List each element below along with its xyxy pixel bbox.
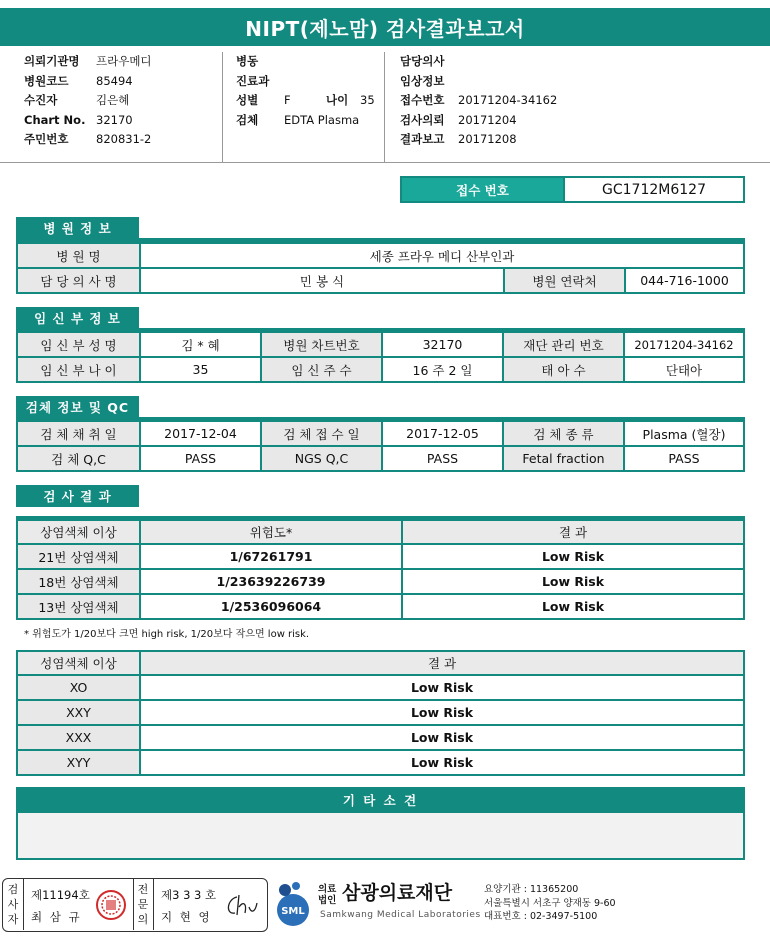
header-value: 20171204	[458, 112, 517, 127]
doctor-license: 제3 3 3 호	[161, 888, 217, 902]
org-english-name: Samkwang Medical Laboratories	[320, 910, 481, 920]
receipt-value: GC1712M6127	[564, 177, 744, 202]
tester-seal-icon	[95, 889, 127, 921]
risk-value: 1/67261791	[140, 544, 402, 569]
ff-value: PASS	[624, 446, 744, 471]
org-phone: 대표번호 : 02-3497-5100	[484, 911, 598, 922]
doctor-label: 담 당 의 사 명	[17, 268, 140, 293]
doctor-name: 민 봉 식	[140, 268, 504, 293]
pregnant-name-label: 임 신 부 성 명	[17, 332, 140, 357]
table-row	[17, 544, 744, 569]
doctor-vertical-label: 전 문 의	[137, 883, 149, 926]
header-value: 85494	[96, 73, 133, 88]
report-title: NIPT(제노맘) 검사결과보고서	[0, 8, 770, 46]
collect-value: 2017-12-04	[140, 421, 261, 446]
result-value: Low Risk	[402, 569, 744, 594]
table-row	[17, 569, 744, 594]
remarks-title: 기 타 소 견	[16, 787, 745, 813]
org-name: 삼광의료재단	[342, 882, 453, 904]
divider	[153, 879, 154, 930]
qc-value: PASS	[140, 446, 261, 471]
header-label: 병원코드	[24, 73, 69, 88]
col-header: 결 과	[402, 520, 744, 544]
header-col2	[236, 52, 375, 130]
ngs-value: PASS	[382, 446, 503, 471]
mgmt-label: 재단 관리 번호	[503, 332, 624, 357]
header-label: 의뢰기관명	[24, 54, 80, 68]
risk-value: 1/2536096064	[140, 594, 402, 619]
hospital-table	[16, 242, 745, 294]
doctor-signature-icon	[223, 891, 259, 921]
header-label: 검체	[236, 112, 259, 127]
header-label: 성별	[236, 93, 259, 107]
logo-text: SML	[281, 906, 305, 917]
risk-value: 1/23639226739	[140, 569, 402, 594]
qc-label: 검 체 Q,C	[17, 446, 140, 471]
header-col3	[400, 52, 557, 150]
header-value: EDTA Plasma	[284, 112, 360, 127]
result-value: Low Risk	[140, 700, 744, 725]
table-row	[17, 725, 744, 750]
tester-vertical-label: 검 사 자	[7, 883, 19, 926]
chart-value: 32170	[382, 332, 503, 357]
header-divider	[384, 52, 385, 162]
tester-name: 최 삼 규	[31, 910, 82, 924]
weeks-value: 16 주 2 일	[382, 357, 503, 382]
col-header: 성염색체 이상	[17, 651, 140, 675]
result-value: Low Risk	[140, 725, 744, 750]
row-label: XYY	[17, 750, 140, 775]
table-row	[17, 594, 744, 619]
result-value: Low Risk	[402, 544, 744, 569]
header-label: 나이	[326, 93, 349, 107]
org-code: 요양기관 : 11365200	[484, 884, 579, 895]
receive-label: 검 체 접 수 일	[261, 421, 382, 446]
doctor-name: 지 현 영	[161, 910, 212, 924]
results-section-title: 검 사 결 과	[16, 485, 139, 507]
org-address: 서울특별시 서초구 양재동 9-60	[484, 897, 616, 909]
row-label: 13번 상염색체	[17, 594, 140, 619]
org-prefix-line: 법인	[318, 895, 337, 906]
age-value: 35	[140, 357, 261, 382]
divider	[23, 879, 24, 930]
specimen-table	[16, 420, 745, 472]
header-label: 검사의뢰	[400, 112, 445, 127]
ff-label: Fetal fraction	[503, 446, 624, 471]
collect-label: 검 체 채 취 일	[17, 421, 140, 446]
sex-chromosome-table	[16, 650, 745, 776]
weeks-label: 임 신 주 수	[261, 357, 382, 382]
org-prefix	[318, 884, 336, 906]
pregnant-table	[16, 331, 745, 383]
autosome-table	[16, 519, 745, 620]
signature-box	[2, 878, 268, 932]
header-value: 820831-2	[96, 132, 152, 146]
header-value: F	[284, 93, 291, 107]
result-value: Low Risk	[140, 750, 744, 775]
hospital-section-title: 병 원 정 보	[16, 217, 139, 239]
contact-label: 병원 연락처	[504, 268, 625, 293]
result-value: Low Risk	[140, 675, 744, 700]
header-label: 담당의사	[400, 54, 445, 68]
header-value: 김은혜	[96, 93, 130, 107]
header-label: 임상정보	[400, 73, 445, 88]
header-value: 32170	[96, 112, 133, 127]
header-value: 35	[360, 93, 375, 107]
header-label: 수진자	[24, 93, 58, 107]
header-label: 결과보고	[400, 132, 445, 146]
fetus-label: 태 아 수	[503, 357, 624, 382]
row-label: 18번 상염색체	[17, 569, 140, 594]
sml-logo-icon	[272, 880, 314, 928]
header-value: 20171204-34162	[458, 93, 558, 107]
pregnant-name: 김 * 혜	[140, 332, 261, 357]
header-label: 주민번호	[24, 132, 69, 146]
row-label: XXY	[17, 700, 140, 725]
contact-value: 044-716-1000	[625, 268, 744, 293]
tester-license: 제11194호	[31, 888, 90, 902]
header-label: 접수번호	[400, 93, 445, 107]
header-bottom-rule	[0, 162, 770, 163]
header-divider	[222, 52, 223, 162]
fetus-value: 단태아	[624, 357, 744, 382]
table-row	[17, 675, 744, 700]
chart-label: 병원 차트번호	[261, 332, 382, 357]
table-row	[17, 750, 744, 775]
org-contact	[484, 883, 616, 924]
receipt-label: 접수 번호	[401, 177, 564, 202]
org-prefix-line: 의료	[318, 884, 337, 895]
divider	[133, 879, 134, 930]
row-label: XXX	[17, 725, 140, 750]
hospital-name-label: 병 원 명	[17, 243, 140, 268]
header-label: 진료과	[236, 73, 270, 88]
receive-value: 2017-12-05	[382, 421, 503, 446]
type-value: Plasma (혈장)	[624, 421, 744, 446]
remarks-body	[16, 813, 745, 860]
mgmt-value: 20171204-34162	[624, 332, 744, 357]
header-col1	[24, 52, 152, 150]
ngs-label: NGS Q,C	[261, 446, 382, 471]
hospital-name: 세종 프라우 메디 산부인과	[140, 243, 744, 268]
header-label: Chart No.	[24, 112, 86, 127]
col-header: 결 과	[140, 651, 744, 675]
type-label: 검 체 종 류	[503, 421, 624, 446]
result-value: Low Risk	[402, 594, 744, 619]
header-value: 프라우메디	[96, 54, 152, 68]
receipt-table	[400, 176, 745, 203]
row-label: 21번 상염색체	[17, 544, 140, 569]
header-value: 20171208	[458, 132, 517, 146]
table-row	[17, 700, 744, 725]
col-header: 상염색체 이상	[17, 520, 140, 544]
pregnant-section-title: 임 신 부 정 보	[16, 307, 139, 329]
col-header: 위험도*	[140, 520, 402, 544]
risk-footnote: * 위험도가 1/20보다 크면 high risk, 1/20보다 작으면 low risk.	[24, 629, 310, 640]
header-label: 병동	[236, 54, 259, 68]
row-label: XO	[17, 675, 140, 700]
specimen-section-title: 검체 정보 및 QC	[16, 396, 139, 418]
age-label: 임 신 부 나 이	[17, 357, 140, 382]
